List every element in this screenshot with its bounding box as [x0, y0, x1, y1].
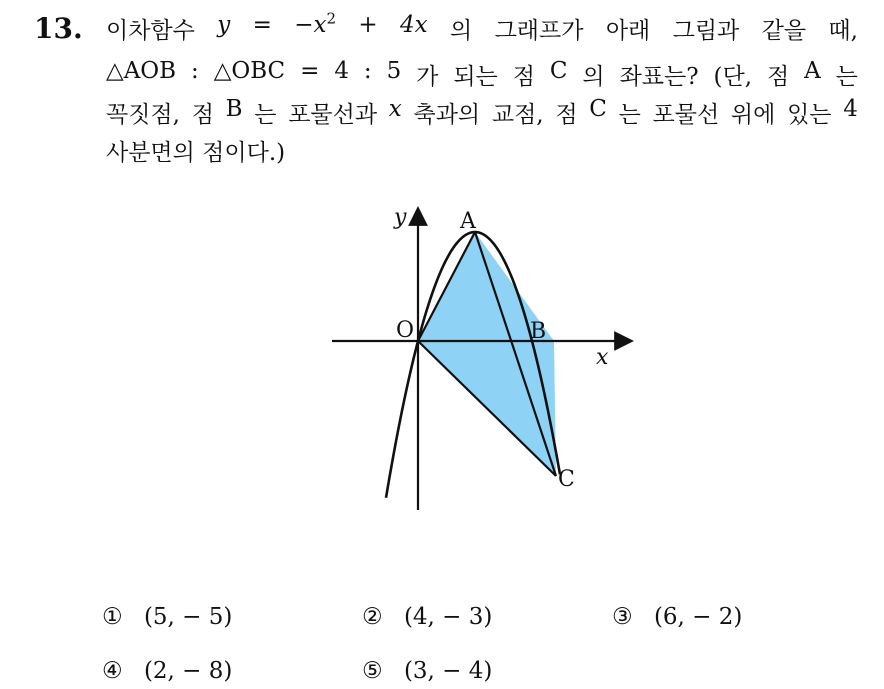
word: 아래	[605, 18, 651, 44]
point-b-label: B	[530, 319, 547, 344]
term-4x: 4x	[400, 12, 428, 38]
question-line-4: 사분면의 점이다.)	[106, 140, 286, 166]
word: 그래프가	[494, 18, 584, 44]
word: 포물선	[652, 102, 720, 128]
word: △AOB	[106, 58, 177, 84]
word: B	[225, 96, 243, 122]
choice-4[interactable]	[102, 658, 232, 684]
choice-1[interactable]	[102, 604, 232, 630]
question-line-3	[106, 96, 858, 129]
word: :	[363, 58, 372, 84]
word: 는	[835, 64, 858, 90]
word: 4	[843, 96, 858, 122]
word: 되는	[453, 64, 498, 90]
word: =	[300, 58, 320, 84]
choice-mark: ④	[102, 658, 123, 684]
word: 는	[618, 102, 641, 128]
word: (단,	[713, 64, 753, 90]
exponent: 2	[326, 9, 337, 28]
choice-mark: ①	[102, 604, 123, 630]
choice-2[interactable]	[362, 604, 492, 630]
term-neg-x2: $-x^2$	[294, 9, 337, 38]
choice-5[interactable]	[362, 658, 492, 684]
choice-value: (5, − 5)	[143, 604, 233, 630]
word: 꼭짓점,	[106, 102, 180, 128]
word: 위에	[730, 102, 776, 128]
word: 4	[334, 58, 349, 84]
word: 포물선과	[288, 102, 378, 128]
word: 그림과	[672, 18, 740, 44]
word: A	[804, 58, 821, 84]
question-line-1	[106, 9, 858, 45]
word: △OBC	[213, 58, 286, 84]
choice-value: (6, − 2)	[653, 604, 743, 630]
word: 가	[416, 64, 439, 90]
y-axis-label: y	[394, 205, 407, 230]
x-axis-label: x	[596, 345, 609, 370]
word: 있는	[787, 102, 832, 128]
choice-value: (3, − 4)	[403, 658, 493, 684]
parabola-figure	[320, 198, 640, 518]
question-number: 13.	[34, 12, 83, 45]
word: 이차함수	[106, 18, 195, 44]
point-o-label: O	[396, 318, 415, 343]
word: 축과의	[413, 102, 481, 128]
word: 점	[766, 64, 790, 90]
choice-mark: ③	[612, 604, 633, 630]
plus: +	[358, 12, 378, 38]
choice-mark: ⑤	[362, 658, 383, 684]
point-c-label: C	[558, 467, 575, 492]
var-x: x	[388, 96, 402, 122]
point-a-label: A	[460, 209, 476, 234]
choice-value: (4, − 3)	[403, 604, 493, 630]
choice-value: (2, − 8)	[143, 658, 233, 684]
word: 점	[512, 64, 535, 90]
word: 점	[191, 102, 214, 128]
word: :	[191, 58, 199, 84]
word: 는	[254, 102, 277, 128]
word: 때,	[828, 18, 858, 44]
word: 의	[582, 64, 605, 90]
word: 교점,	[491, 102, 544, 128]
word: 점	[555, 102, 578, 128]
choice-mark: ②	[362, 604, 383, 630]
choice-3[interactable]	[612, 604, 742, 630]
word: 같을	[761, 18, 807, 44]
word: C	[549, 58, 568, 84]
word: C	[589, 96, 607, 122]
question-line-2	[106, 58, 858, 91]
word: 좌표는?	[619, 64, 699, 90]
word: 의	[450, 18, 473, 44]
var-y: y	[217, 12, 231, 38]
word: 5	[386, 58, 402, 84]
equals: =	[252, 12, 272, 38]
